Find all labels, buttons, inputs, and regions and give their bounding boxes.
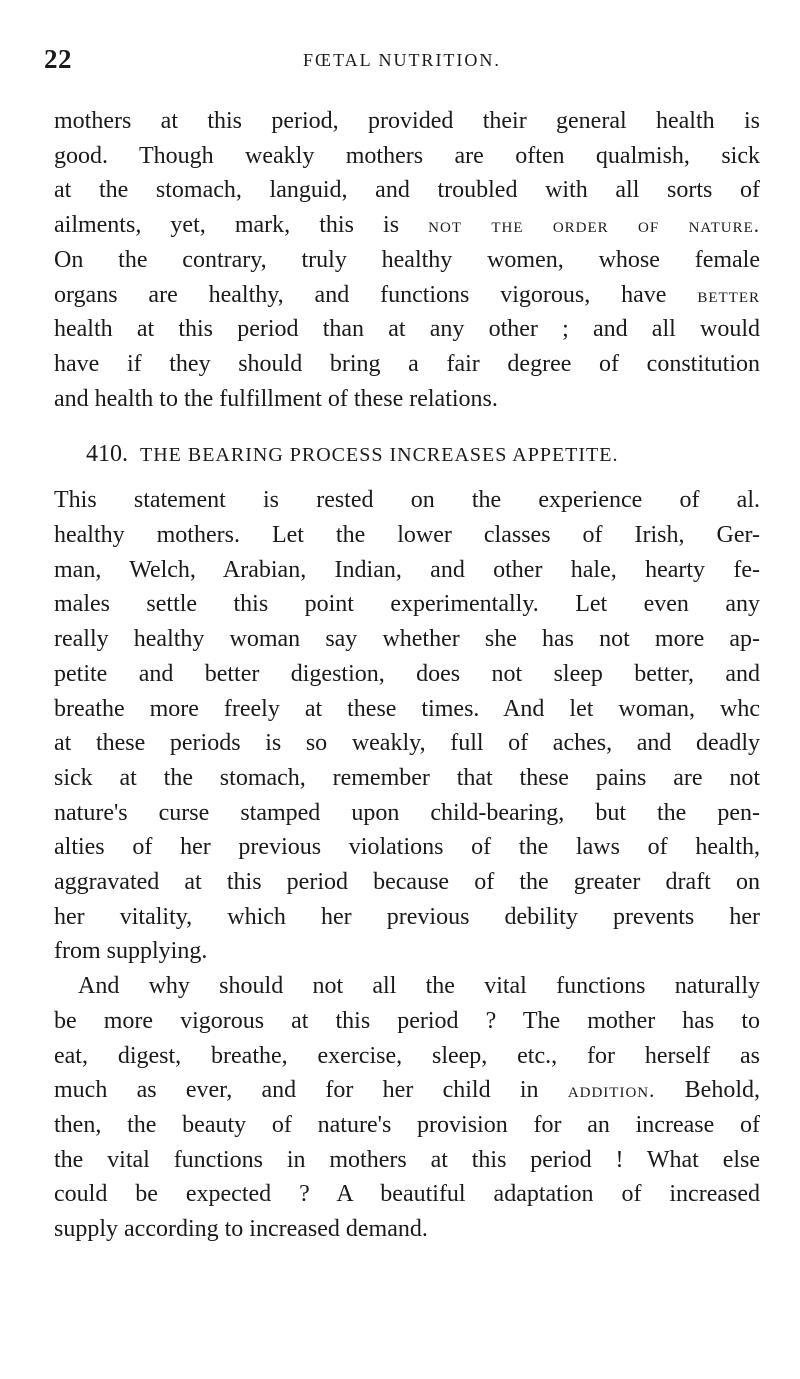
text-line: nature's curse stamped upon child-bearing, but the pen-: [54, 799, 760, 826]
text-line: then, the beauty of nature's provision for an increase of: [54, 1111, 760, 1138]
text-line: really healthy woman say whether she has not more ap-: [54, 626, 760, 653]
text-line: health at this period than at any other ; and all would: [54, 316, 760, 343]
text-line: could be expected ? A beautiful adaptation of increased: [54, 1181, 760, 1208]
text-line: males settle this point experimentally. Let even any: [54, 591, 760, 618]
text-line: healthy mothers. Let the lower classes of Irish, Ger-: [54, 522, 760, 549]
text-line: man, Welch, Arabian, Indian, and other hale, hearty fe-: [54, 556, 760, 583]
text-line: eat, digest, breathe, exercise, sleep, etc., for herself as: [54, 1042, 760, 1069]
text-run: Behold,: [655, 1077, 760, 1104]
text-line: sick at the stomach, remember that these pains are not: [54, 764, 760, 791]
text-line: This statement is rested on the experience of al.: [54, 487, 760, 514]
paragraph-continuation: [54, 104, 760, 416]
text-line: the vital functions in mothers at this period ! What else: [54, 1146, 760, 1173]
text-line: alties of her previous violations of the laws of health,: [54, 834, 760, 861]
text-line: aggravated at this period because of the greater draft on: [54, 869, 760, 896]
section-title: THE BEARING PROCESS INCREASES APPETITE.: [140, 444, 619, 467]
page-header: [44, 44, 760, 80]
text-line: at the stomach, languid, and troubled with all sorts of: [54, 177, 760, 204]
text-line: On the contrary, truly healthy women, whose female: [54, 246, 760, 273]
text-line: petite and better digestion, does not sleep better, and: [54, 660, 760, 687]
text-run: organs are healthy, and functions vigorous, have: [54, 281, 698, 308]
emphasis-small-caps: better: [697, 282, 760, 307]
text-line: [54, 208, 760, 243]
emphasis-small-caps: not the order of nature.: [428, 213, 760, 238]
text-line: good. Though weakly mothers are often qualmish, sick: [54, 142, 760, 169]
paragraph: [54, 483, 760, 969]
running-title: FŒTAL NUTRITION.: [303, 50, 501, 70]
text-line: at these periods is so weakly, full of aches, and deadly: [54, 730, 760, 757]
text-line: and health to the fulfillment of these relations.: [54, 385, 498, 412]
text-line: her vitality, which her previous debility prevents her: [54, 903, 760, 930]
section-number: 410.: [86, 441, 128, 468]
text-line: And why should not all the vital functions naturally: [78, 973, 760, 1000]
section-heading: [54, 438, 760, 471]
text-run: ailments, yet, mark, this is: [54, 212, 429, 239]
text-line: supply according to increased demand.: [54, 1216, 428, 1243]
emphasis-small-caps: addition.: [567, 1078, 656, 1103]
text-line: be more vigorous at this period ? The mother has to: [54, 1007, 760, 1034]
text-line: breathe more freely at these times. And let woman, whc: [54, 695, 760, 722]
body-text: [54, 104, 760, 1247]
page-number: 22: [44, 44, 72, 74]
text-line: [54, 278, 760, 313]
text-run: much as ever, and for her child in: [54, 1077, 568, 1104]
paragraph: [54, 969, 760, 1247]
text-line: [54, 1073, 760, 1108]
text-line: have if they should bring a fair degree of constitution: [54, 350, 760, 377]
text-line: mothers at this period, provided their general health is: [54, 108, 760, 134]
text-line: from supplying.: [54, 938, 208, 965]
